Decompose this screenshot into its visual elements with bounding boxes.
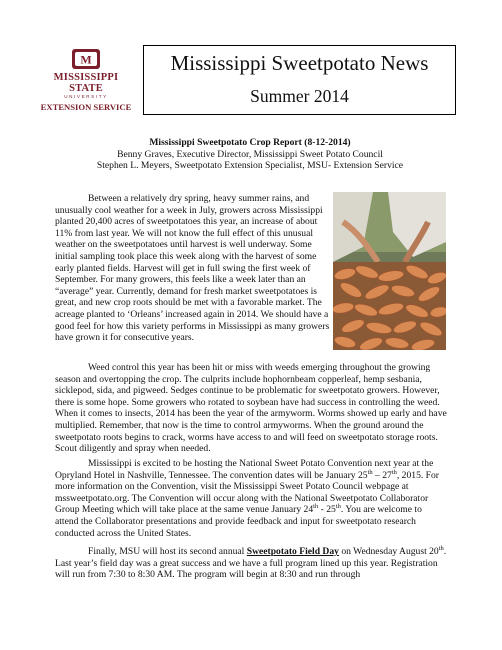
p3-sup-2: th — [391, 468, 397, 476]
paragraph-convention — [55, 458, 447, 539]
logo-university-line: UNIVERSITY — [64, 94, 108, 99]
p3-text-a: Mississippi is excited to be hosting the National Sweet Potato Convention next year at the Opryland Hotel in Nashville, Tennessee. The convention dates will be January 25 — [55, 458, 434, 481]
p4-text-b: on Wednesday August 20 — [338, 546, 439, 557]
article-author-2: Stephen L. Meyers, Sweetpotato Extension Specialist, MSU- Extension Service — [96, 160, 404, 171]
p3-text-b: – 27 — [372, 469, 392, 481]
logo-name-line: MISSISSIPPI STATE — [53, 72, 119, 94]
p3-text-e: . You are welcome to attend the Collaborator presentations and provide feedback and input for sweetpotato research conducted across the United States. — [55, 504, 422, 539]
p3-text-c: , 2015. For more information on the Convention, visit the Mississippi Sweet Potato Council webpage at mssweetpotato.org. The Convention will occur along with the National Sweetpotato Collaborator Group Meeting which will take place at the same venue January 24 — [55, 469, 439, 516]
article-author-1: Benny Graves, Executive Director, Mississippi Sweet Potato Council — [117, 148, 383, 160]
newsletter-title: Mississippi Sweetpotato News — [170, 51, 429, 75]
emblem-letters: M — [80, 52, 92, 67]
p3-text-d: - 25 — [318, 504, 336, 516]
newsletter-issue: Summer 2014 — [250, 86, 349, 106]
p4-text-c: . Last year’s field day was a great success and we have a full program lined up this year. Registration will run from 7:30 to 8:30 AM. The program will begin at 8:30 and run through — [55, 546, 447, 581]
article-header — [40, 137, 460, 172]
paragraph-crop-overview: Between a relatively dry spring, heavy summer rains, and unusually cool weather for a week in July, growers across Mississippi planted 20,400 acres of sweetpotatoes this year, an increase of about 11% from last year. We will not know the full effect of this unusual weather on the sweetpotatoes until harvest is well underway. Some initial sampling took place this week along with the harvest of some early planted fields. Harvest will get in full swing the first week of September. For many growers, this feels like a week later than an “average” year. Currently, demand for fresh market sweetpotatoes is great, and new crop roots should be met with a favorable market. The acreage planted to ‘Orleans’ increased again in 2014. We should have a good feel for how this variety performs in Mississippi as many growers have grown it for consecutive years. — [55, 193, 330, 344]
paragraph-field-day — [55, 546, 447, 581]
p4-text-a: Finally, MSU will host its second annual — [88, 546, 247, 557]
p4-sup: th — [438, 544, 444, 552]
field-day-link[interactable]: Sweetpotato Field Day — [246, 546, 339, 557]
p3-sup-1: th — [367, 468, 373, 476]
p3-sup-4: th — [335, 503, 341, 511]
article-title: Mississippi Sweetpotato Crop Report (8-12-2014) — [149, 137, 351, 148]
msu-extension-logo — [40, 48, 132, 112]
sweetpotato-harvest-photo — [333, 192, 446, 350]
logo-service-line: EXTENSION SERVICE — [40, 102, 132, 112]
p3-sup-3: th — [313, 503, 319, 511]
paragraph-weeds-insects: Weed control this year has been hit or miss with weeds emerging throughout the growing season and overtopping the crop. The culprits include hophornbeam copperleaf, hemp sesbania, sicklepod, sida, and pigweed. Sedges continue to be problematic for sweetpotato growers. However, there is some hope. Some growers who rotated to soybean have had success in controlling the weed. When it comes to insects, 2014 has been the year of the armyworm. Worms showed up early and have multiplied. Remember, that now is the time to control armyworms. When the ground around the sweetpotato roots begins to crack, worms have access to and will feed on sweetpotato storage roots. Scout diligently and spray when needed. — [55, 362, 447, 455]
newsletter-masthead — [143, 45, 456, 115]
msu-emblem-icon — [71, 48, 101, 70]
